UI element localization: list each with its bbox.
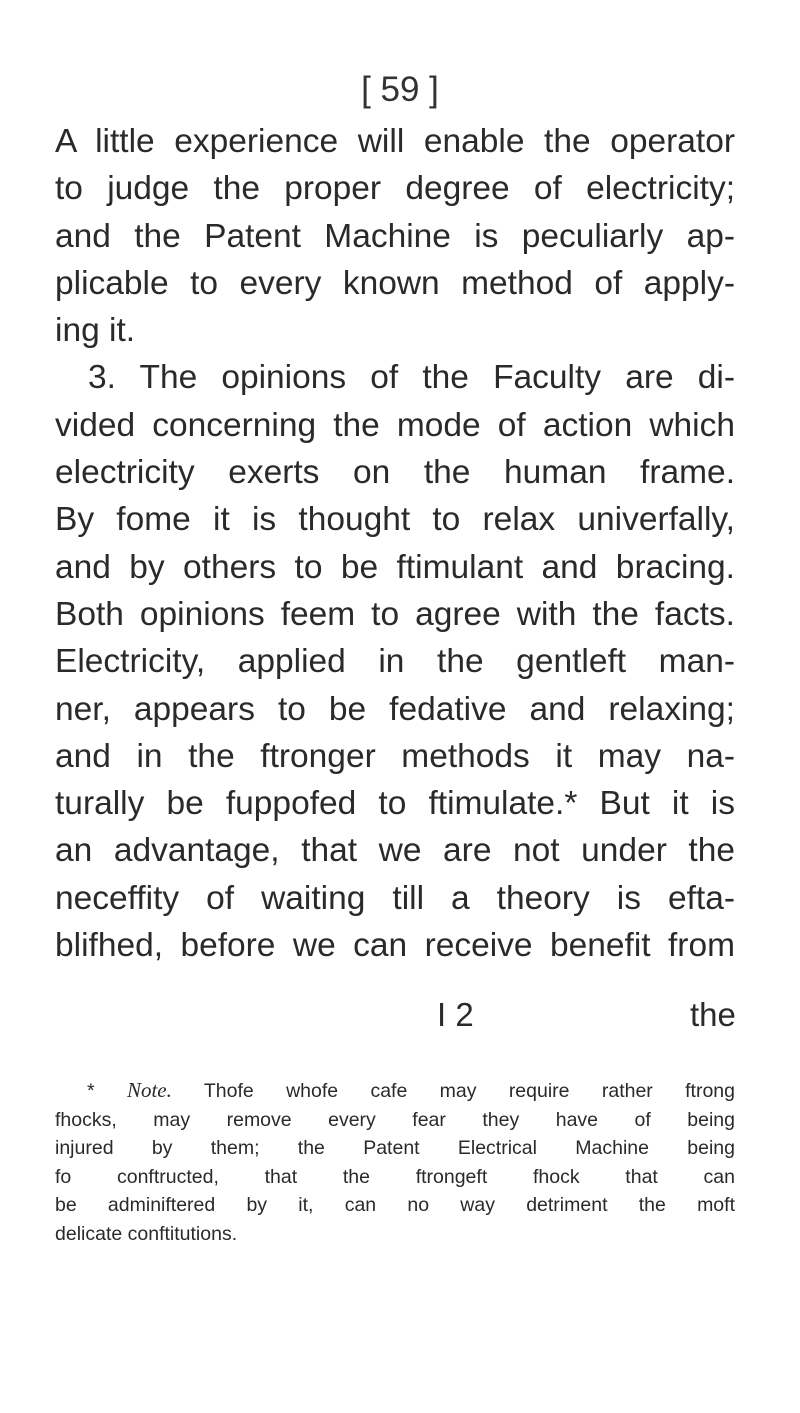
body-line: 3. The opinions of the Faculty are di- (88, 359, 735, 397)
body-line: By fome it is thought to relax univerfally, (55, 501, 735, 539)
page-number: [ 59 ] (361, 70, 439, 109)
body-line: ing it. (55, 312, 136, 350)
body-line: turally be fuppofed to ftimulate.* But it is (55, 785, 735, 823)
footnote-line: be adminiftered by it, can no way detriment the moft (55, 1194, 735, 1216)
body-line: Both opinions feem to agree with the facts. (55, 595, 735, 633)
body-line: electricity exerts on the human frame. (55, 454, 735, 492)
body-line: A little experience will enable the operator (55, 123, 735, 160)
body-line: vided concerning the mode of action which (55, 406, 735, 444)
body-line: blifhed, before we can receive benefit from (55, 927, 735, 965)
body-line: and the Patent Machine is peculiarly ap- (55, 217, 735, 255)
footnote-text: Thofe whofe cafe may require rather ftrong (203, 1080, 735, 1102)
body-line: and by others to be ftimulant and bracing. (55, 548, 735, 586)
body-line: Electricity, applied in the gentleft man- (55, 643, 735, 681)
body-text (55, 118, 735, 969)
body-line: ner, appears to be fedative and relaxing; (55, 690, 735, 728)
catchword: the (690, 996, 736, 1033)
body-line: an advantage, that we are not under the (55, 832, 735, 870)
body-line: plicable to every known method of apply- (55, 264, 735, 302)
footnote-line: fo conftructed, that the ftrongeft fhock that can (55, 1165, 735, 1188)
footnote-line: fhocks, may remove every fear they have of being (55, 1108, 735, 1131)
footnote-label: Note. (126, 1078, 172, 1102)
footnote-line: injured by them; the Patent Electrical Machine being (55, 1137, 735, 1159)
body-line: to judge the proper degree of electricity; (55, 170, 735, 208)
footnote (55, 1076, 735, 1248)
body-line: neceffity of waiting till a theory is efta- (55, 879, 735, 917)
footnote-line (55, 1076, 735, 1106)
footnote-line: delicate conftitutions. (55, 1222, 238, 1245)
footnote-marker: * (87, 1080, 95, 1102)
signature-mark: I 2 (437, 996, 474, 1033)
body-line: and in the ftronger methods it may na- (55, 737, 735, 775)
